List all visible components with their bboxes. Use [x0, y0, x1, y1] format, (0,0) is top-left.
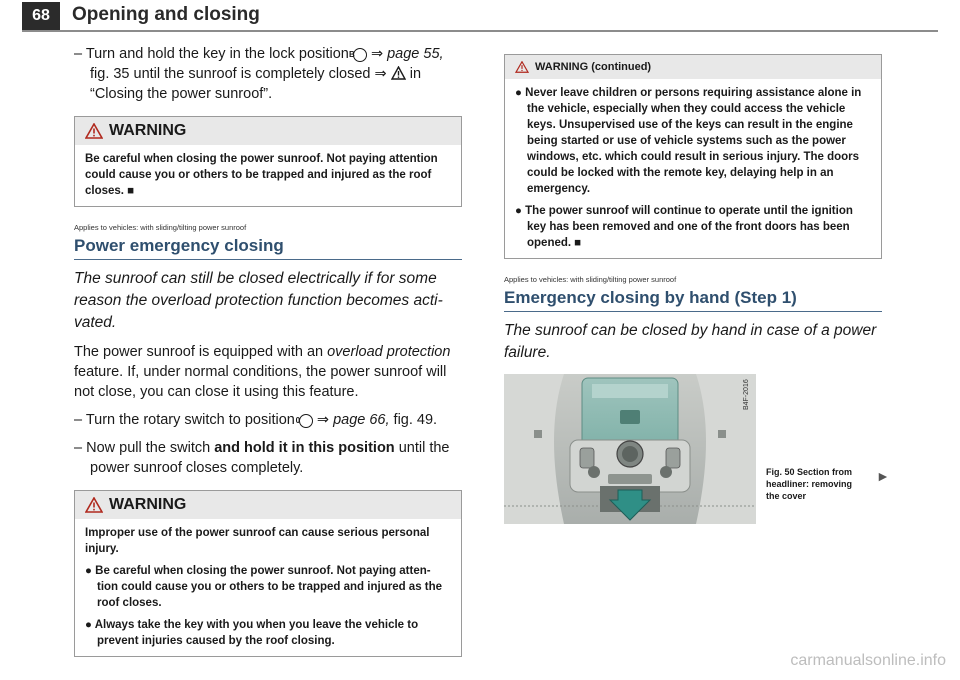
page-header: [0, 0, 960, 34]
next-page-arrow-icon: ►: [876, 468, 890, 484]
heading-power-emergency-closing: Power emergency closing: [74, 236, 462, 260]
warning-text: Be careful when closing the power sunroof. Not paying attention could cause you or others to be trapped and injured as the roof closes. ■: [85, 153, 438, 197]
key-position-b-icon: B: [353, 48, 367, 62]
step-rotary-switch: – Turn the rotary switch to position 0 ⇒ page 66, fig. 49.: [74, 412, 438, 428]
warning-triangle-icon: [85, 123, 103, 139]
warning-lead: Improper use of the power sunroof can cause serious personal injury.: [85, 527, 430, 555]
switch-position-0-icon: 0: [299, 414, 313, 428]
headliner-cover-illustration: [504, 374, 756, 524]
warning-triangle-icon: [515, 61, 529, 73]
intro-text: The sunroof can be closed by hand in case of a power failure.: [504, 322, 877, 361]
figure-caption: Fig. 50 Section from headliner: removing the cover: [766, 467, 853, 501]
figure-50: [504, 374, 890, 524]
warning-triangle-icon: [391, 66, 406, 80]
warning-header: WARNING: [75, 117, 461, 145]
watermark: carmanualsonline.info: [790, 652, 946, 669]
warning-bullet: ● Never leave children or persons requiring assistance alone in the vehicle, especially when they could access the vehicle keys. Unsupervised use of the keys can result in the engine being started or use of vehicle systems such as the power windows, etc. which could result in serious injury. The doors could be locked with the remote key, delaying help in an emergency.: [515, 87, 862, 195]
left-column: [74, 44, 462, 669]
header-divider: [22, 30, 938, 32]
intro-text: The sunroof can still be closed electrically if for some reason the overload protection function becomes acti-vated.: [74, 270, 443, 331]
warning-header: WARNING (continued): [505, 55, 881, 79]
page-number: 68: [22, 2, 60, 30]
warning-box-improper-use: [74, 490, 462, 657]
figure-code-label: B4F-2016: [743, 379, 750, 410]
section-title: Opening and closing: [72, 4, 260, 25]
step-pull-switch: – Now pull the switch and hold it in this position until the power sunroof closes completely.: [74, 440, 450, 476]
right-column: [504, 44, 890, 524]
heading-emergency-closing-by-hand: Emergency closing by hand (Step 1): [504, 288, 882, 312]
page-ref-link[interactable]: ⇒ page 55,: [370, 46, 444, 62]
page-ref-link[interactable]: ⇒ page 66,: [316, 412, 390, 428]
warning-bullet: ● Always take the key with you when you leave the vehicle to prevent injuries caused by the roof closing.: [85, 619, 419, 647]
body-paragraph: The power sunroof is equipped with an overload protection feature. If, under normal conditions, the power sunroof will not close, you can close it using this feature.: [74, 344, 451, 400]
applies-note: Applies to vehicles: with sliding/tilting power sunroof: [504, 275, 677, 284]
warning-box-continued: [504, 54, 882, 259]
warning-bullet: ● The power sunroof will continue to operate until the ignition key has been removed and one of the front doors has been opened. ■: [515, 205, 853, 249]
step-turn-key: – Turn and hold the key in the lock position B ⇒ page 55, fig. 35 until the sunroof is completely closed ⇒ in “Closing the power sunroof”.: [74, 46, 444, 102]
warning-bullet: ● Be careful when closing the power sunroof. Not paying atten-tion could cause you or others to be trapped and injured as the roof closes.: [85, 565, 443, 609]
applies-note: Applies to vehicles: with sliding/tilting power sunroof: [74, 223, 247, 232]
warning-box-closing: [74, 116, 462, 207]
warning-triangle-icon: [85, 497, 103, 513]
warning-header: WARNING: [75, 491, 461, 519]
